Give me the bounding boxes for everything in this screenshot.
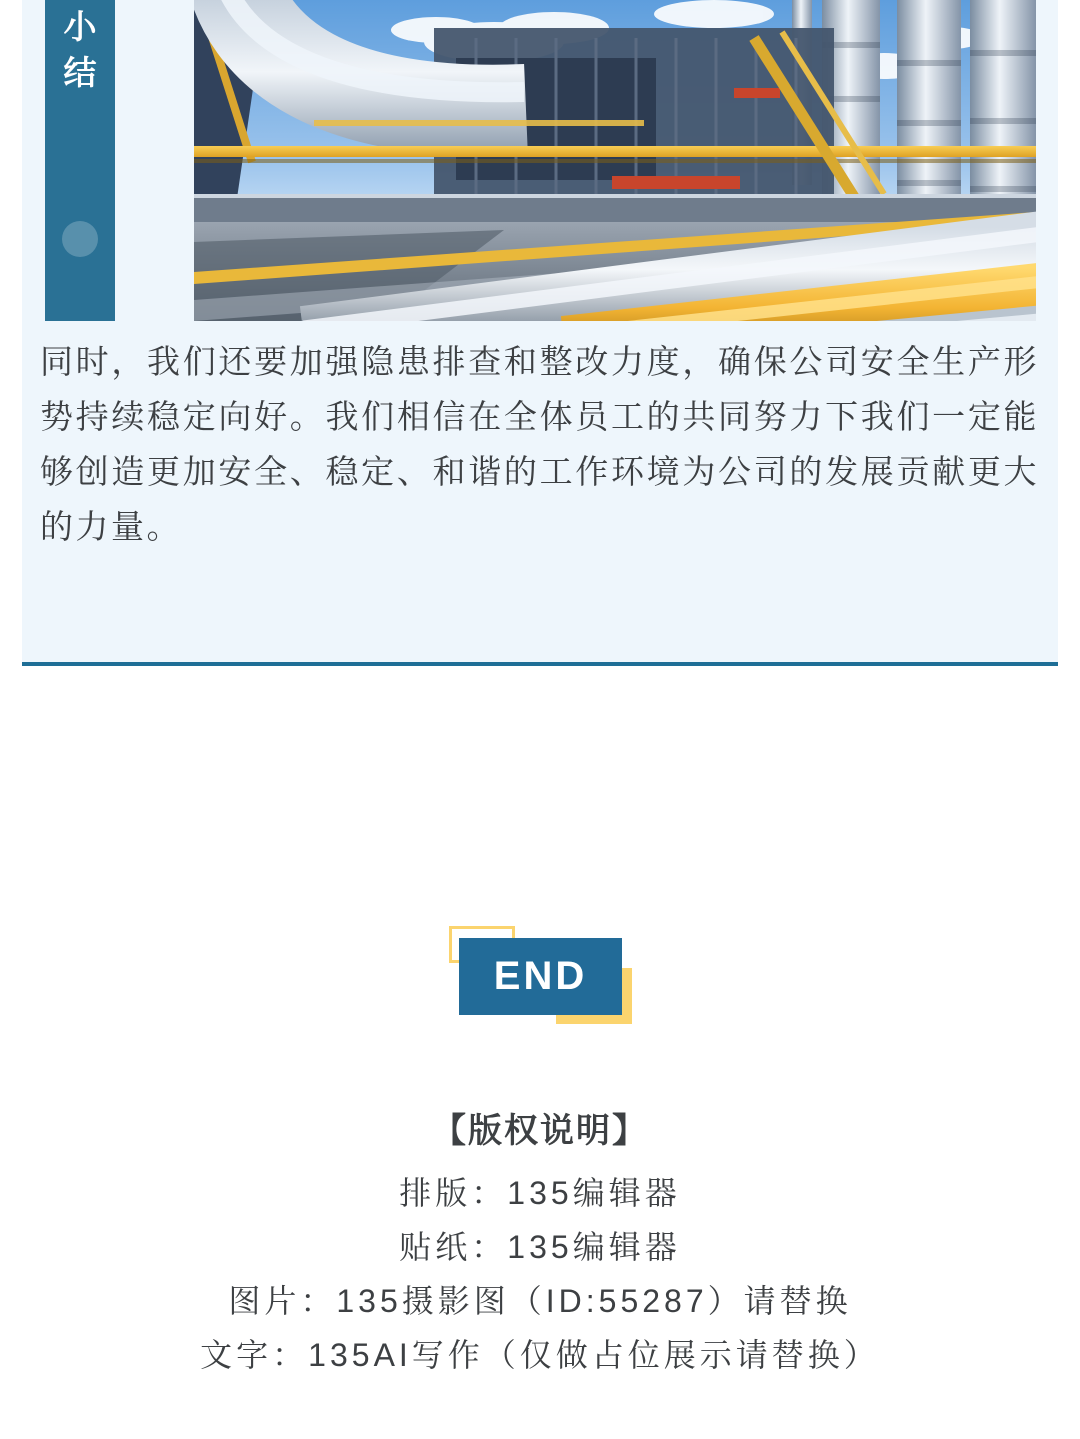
refinery-photo xyxy=(194,0,1036,321)
summary-tab-label xyxy=(45,0,115,96)
copyright-line-layout: 排版：135编辑器 xyxy=(399,1175,681,1211)
refinery-photo-graphic xyxy=(194,0,1036,321)
summary-tab-dot xyxy=(62,221,98,257)
copyright-line-stickers: 贴纸：135编辑器 xyxy=(399,1229,681,1265)
copyright-line-image: 图片：135摄影图（ID:55287）请替换 xyxy=(228,1283,852,1319)
end-badge xyxy=(449,926,632,1024)
copyright-line-text: 文字：135AI写作（仅做占位展示请替换） xyxy=(200,1337,880,1373)
summary-tab-char-1: 小 xyxy=(63,8,97,45)
end-label: END xyxy=(459,938,622,1015)
summary-tab xyxy=(45,0,115,321)
summary-section xyxy=(22,0,1058,666)
summary-paragraph: 同时，我们还要加强隐患排查和整改力度，确保公司安全生产形势持续稳定向好。我们相信在全体员工的共同努力下我们一定能够创造更加安全、稳定、和谐的工作环境为公司的发展贡献更大的力量。 xyxy=(40,343,1039,545)
copyright-title: 【版权说明】 xyxy=(432,1112,648,1150)
copyright-section xyxy=(0,1108,1080,1382)
summary-tab-char-2: 结 xyxy=(63,54,97,91)
